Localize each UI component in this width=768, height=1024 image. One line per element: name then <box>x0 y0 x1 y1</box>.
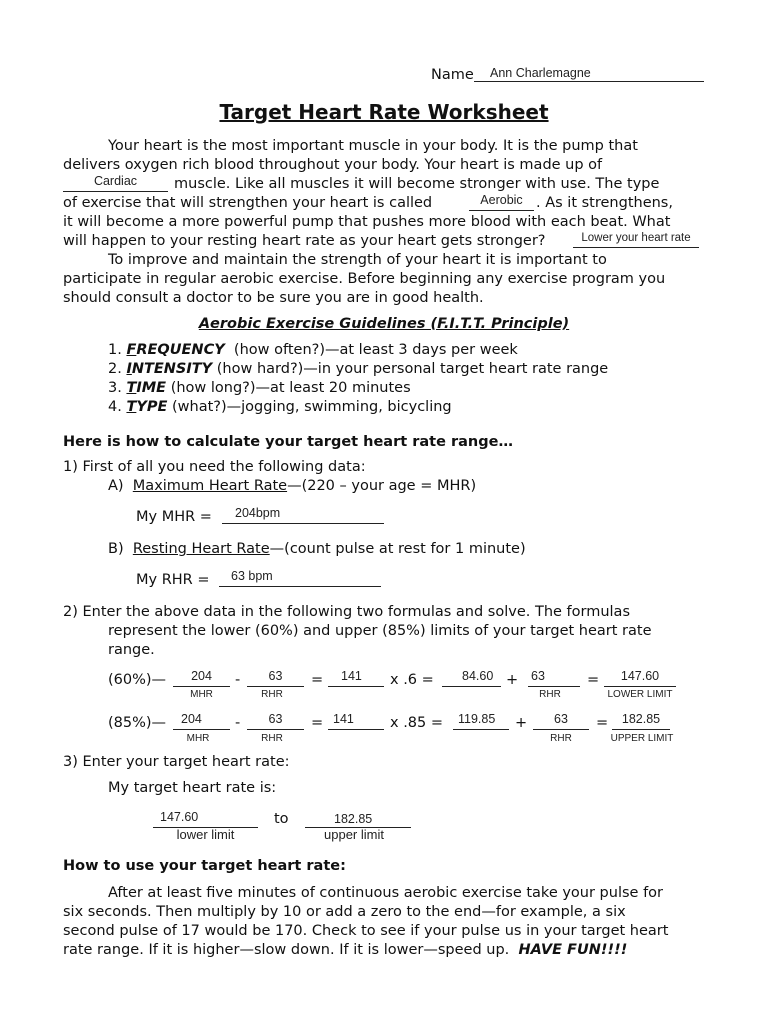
equals-sign: = <box>311 672 324 688</box>
guideline-item <box>108 341 518 360</box>
guideline-initial: T <box>126 380 137 396</box>
guideline-desc: (how hard?)—in your personal target heart rate range <box>212 361 609 377</box>
formula-60-diff[interactable] <box>328 668 384 687</box>
mhr-caption: MHR <box>190 689 213 700</box>
name-label: Name <box>431 67 474 83</box>
guideline-num: 1. <box>108 342 122 358</box>
usage-heading: How to use your target heart rate: <box>63 858 346 874</box>
guideline-item <box>108 379 411 398</box>
minus-sign: - <box>235 715 241 731</box>
formula-60-rhr[interactable] <box>247 668 304 687</box>
resting-answer: Lower your heart rate <box>581 232 691 244</box>
page-title: Target Heart Rate Worksheet <box>219 100 549 124</box>
guideline-term: REQUENCY <box>136 342 225 358</box>
formula-85-rhr-value: 63 <box>268 712 283 726</box>
step-2-line: represent the lower (60%) and upper (85%) limits of your target heart rate <box>108 623 652 639</box>
multiplier: x .85 = <box>390 715 444 731</box>
mhr-value: 204bpm <box>235 506 281 520</box>
formula-60-product[interactable] <box>442 668 501 687</box>
formula-60-rhr-value: 63 <box>268 669 283 683</box>
mhr-label: My MHR = <box>136 509 212 525</box>
rhr-label: My RHR = <box>136 572 210 588</box>
formula-60-result-value: 147.60 <box>620 669 660 683</box>
intro-line: participate in regular aerobic exercise. Before beginning any exercise program you <box>63 271 666 287</box>
rhr-definition <box>108 540 526 559</box>
exercise-blank[interactable] <box>469 192 534 211</box>
target-upper-field[interactable] <box>305 809 411 828</box>
mhr-field[interactable] <box>222 505 384 524</box>
guideline-initial: I <box>126 361 132 377</box>
rhr-value: 63 bpm <box>231 569 273 583</box>
to-label: to <box>274 811 289 827</box>
guideline-item <box>108 398 452 417</box>
upper-limit-caption: UPPER LIMIT <box>610 733 674 744</box>
target-upper-value: 182.85 <box>334 812 373 826</box>
exercise-answer: Aerobic <box>480 193 523 207</box>
formula-85-mhr[interactable] <box>173 711 230 730</box>
rhr-caption: RHR <box>261 689 283 700</box>
formula-60-diff-value: 141 <box>341 669 362 683</box>
formula-60-result[interactable] <box>604 668 676 687</box>
item-label: B) <box>108 541 124 557</box>
formula-60-mhr-value: 204 <box>191 669 212 683</box>
intro-line: delivers oxygen rich blood throughout your body. Your heart is made up of <box>63 157 603 173</box>
formula-85-product-value: 119.85 <box>458 712 496 726</box>
lower-limit-label: lower limit <box>176 827 235 842</box>
formula-85-product[interactable] <box>453 711 509 730</box>
rhr-caption: RHR <box>539 689 561 700</box>
usage-line: After at least five minutes of continuous aerobic exercise take your pulse for <box>108 885 664 901</box>
guideline-num: 2. <box>108 361 122 377</box>
rhr-caption: RHR <box>550 733 572 744</box>
guideline-initial: T <box>126 399 137 415</box>
formula-85-diff[interactable] <box>328 711 384 730</box>
formula-60-product-value: 84.60 <box>462 669 494 683</box>
formula-85-mhr-value: 204 <box>181 712 202 726</box>
formula-85-result[interactable] <box>612 711 670 730</box>
item-label: A) <box>108 478 124 494</box>
mhr-caption: MHR <box>186 733 210 744</box>
minus-sign: - <box>235 672 241 688</box>
step-2-line: range. <box>108 642 155 658</box>
formula-60-rhr2-value: 63 <box>531 669 545 683</box>
usage-line <box>63 941 627 960</box>
rhr-desc: —(count pulse at rest for 1 minute) <box>269 541 526 557</box>
guideline-term: IME <box>136 380 167 396</box>
equals-sign: = <box>596 715 609 731</box>
mhr-desc: —(220 – your age = MHR) <box>287 478 477 494</box>
name-value: Ann Charlemagne <box>490 66 591 80</box>
guideline-desc: (how long?)—at least 20 minutes <box>166 380 411 396</box>
equals-sign: = <box>587 672 600 688</box>
target-lower-field[interactable] <box>153 809 258 828</box>
formula-85-rhr2[interactable] <box>533 711 589 730</box>
formula-85-diff-value: 141 <box>333 712 354 726</box>
formula-85-rhr2-value: 63 <box>554 712 568 726</box>
formula-85-result-value: 182.85 <box>621 712 661 726</box>
guideline-num: 4. <box>108 399 122 415</box>
rhr-term: Resting Heart Rate <box>132 541 270 557</box>
name-field[interactable] <box>474 63 704 82</box>
upper-limit-label: upper limit <box>324 827 384 842</box>
guideline-item <box>108 360 608 379</box>
intro-line: should consult a doctor to be sure you are in good health. <box>63 290 484 306</box>
guideline-term: NTENSITY <box>131 361 213 377</box>
plus-sign: + <box>506 672 519 688</box>
step-3: 3) Enter your target heart rate: <box>63 754 290 770</box>
intro-line: Your heart is the most important muscle in your body. It is the pump that <box>108 138 638 154</box>
intro-line: To improve and maintain the strength of your heart it is important to <box>108 252 607 268</box>
guideline-term: YPE <box>136 399 168 415</box>
calc-heading: Here is how to calculate your target heart rate range… <box>63 434 513 450</box>
intro-line: will happen to your resting heart rate as your heart gets stronger? <box>63 233 546 249</box>
plus-sign: + <box>515 715 528 731</box>
step-2: 2) Enter the above data in the following two formulas and solve. The formulas <box>63 604 631 620</box>
step-1: 1) First of all you need the following data: <box>63 459 366 475</box>
formula-60-mhr[interactable] <box>173 668 230 687</box>
muscle-answer: Cardiac <box>93 174 138 188</box>
usage-line: second pulse of 17 would be 170. Check to see if your pulse us in your target heart <box>63 923 669 939</box>
usage-line-text: rate range. If it is higher—slow down. If it is lower—speed up. <box>63 942 510 958</box>
guideline-desc: (how often?)—at least 3 days per week <box>224 342 518 358</box>
muscle-blank[interactable] <box>63 173 168 192</box>
equals-sign: = <box>311 715 324 731</box>
mhr-term: Maximum Heart Rate <box>132 478 288 494</box>
guideline-desc: (what?)—jogging, swimming, bicycling <box>167 399 452 415</box>
resting-blank[interactable] <box>573 229 699 248</box>
intro-line: . As it strengthens, <box>536 195 673 211</box>
lower-limit-caption: LOWER LIMIT <box>607 689 673 700</box>
intro-line: of exercise that will strengthen your heart is called <box>63 195 433 211</box>
have-fun-text: HAVE FUN!!!! <box>518 942 628 958</box>
formula-60-rhr2[interactable] <box>528 668 580 687</box>
guideline-initial: F <box>126 342 137 358</box>
formula-85-rhr[interactable] <box>247 711 304 730</box>
formula-85-prefix: (85%)— <box>108 715 167 731</box>
usage-line: six seconds. Then multiply by 10 or add a zero to the end—for example, a six <box>63 904 626 920</box>
mhr-definition <box>108 477 476 496</box>
rhr-caption: RHR <box>261 733 283 744</box>
intro-line: it will become a more powerful pump that pushes more blood with each beat. What <box>63 214 671 230</box>
formula-60-prefix: (60%)— <box>108 672 167 688</box>
target-lower-value: 147.60 <box>160 810 199 824</box>
rhr-field[interactable] <box>219 568 381 587</box>
my-target-label: My target heart rate is: <box>108 780 277 796</box>
guidelines-heading: Aerobic Exercise Guidelines (F.I.T.T. Principle) <box>198 316 570 332</box>
guideline-num: 3. <box>108 380 122 396</box>
intro-line: muscle. Like all muscles it will become stronger with use. The type <box>174 176 660 192</box>
multiplier: x .6 = <box>390 672 434 688</box>
